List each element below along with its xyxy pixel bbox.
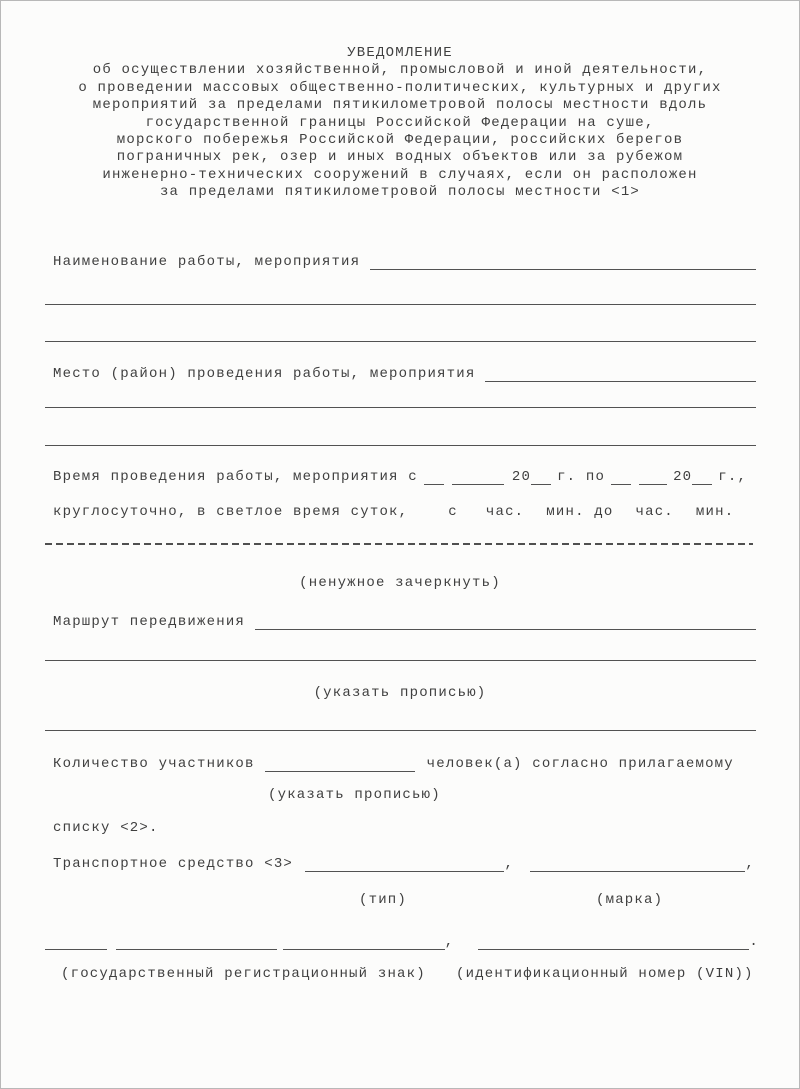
- time-hours2: час.: [635, 504, 674, 520]
- time-mins2: мин.: [695, 504, 735, 520]
- route-blank-line: [45, 730, 756, 731]
- strike-divider: [45, 543, 753, 545]
- form-title: УВЕДОМЛЕНИЕ: [347, 45, 453, 61]
- vehicle-comma: ,: [504, 856, 515, 872]
- form-subtitle-line: мероприятий за пределами пятикилометровой полосы местности вдоль: [92, 97, 708, 114]
- route-blank-line: [45, 660, 756, 661]
- time-day2-blank: [611, 471, 631, 485]
- time-mode-row: [53, 501, 789, 520]
- place-row: [53, 363, 756, 382]
- vehicle-period: .: [749, 934, 760, 950]
- work-name-label: Наименование работы, мероприятия: [53, 254, 361, 270]
- work-name-blank: [370, 256, 756, 270]
- time-year1-prefix: 20: [511, 469, 532, 485]
- participants-label: Количество участников: [53, 756, 255, 772]
- time-hours1: час.: [485, 504, 525, 520]
- time-day1-blank: [424, 471, 444, 485]
- time-year1-blank: [531, 471, 551, 485]
- time-month2-blank: [639, 471, 667, 485]
- time-row: [53, 466, 789, 485]
- time-year2-prefix: 20: [673, 469, 693, 485]
- strike-note: (ненужное зачеркнуть): [299, 575, 501, 591]
- form-subtitle-line: морского побережья Российской Федерации, российских берегов: [116, 132, 684, 149]
- vehicle-reg-caption: (государственный регистрационный знак): [61, 966, 426, 982]
- time-month1-blank: [452, 471, 504, 485]
- vehicle-vin-blank: [478, 936, 749, 950]
- time-mins1: мин. до: [546, 504, 614, 520]
- time-year2-blank: [692, 471, 712, 485]
- form-subtitle-line: государственной границы Российской Федерации на суше,: [145, 114, 655, 131]
- vehicle-brand-caption: (марка): [596, 892, 664, 908]
- work-name-row: [53, 251, 756, 270]
- participants-suffix: человек(а) согласно прилагаемому: [426, 756, 734, 772]
- vehicle-comma: ,: [745, 856, 755, 872]
- vehicle-label: Транспортное средство <3>: [53, 856, 294, 872]
- vehicle-row: [53, 853, 755, 872]
- participants-count-blank: [265, 758, 415, 772]
- form-title-block: [21, 45, 779, 202]
- vehicle-comma: ,: [444, 934, 455, 950]
- time-year1-suffix: г. по: [557, 469, 606, 485]
- participants-words-note: (указать прописью): [268, 787, 441, 803]
- place-label: Место (район) проведения работы, мероприятия: [53, 366, 476, 382]
- route-blank: [255, 616, 756, 630]
- form-subtitle-line: о проведении массовых общественно-политических, культурных и других: [78, 79, 722, 96]
- vehicle-brand-blank: [530, 858, 745, 872]
- participants-row: [53, 753, 756, 772]
- place-blank-line: [45, 445, 756, 446]
- form-subtitle-line: об осуществлении хозяйственной, промысловой и иной деятельности,: [92, 62, 708, 79]
- form-subtitle-line: за пределами пятикилометровой полосы местности <1>: [159, 184, 641, 201]
- route-words-note: (указать прописью): [313, 685, 487, 701]
- route-row: [53, 611, 756, 630]
- vehicle-reg-vin-row: [45, 931, 759, 950]
- participants-list-text: списку <2>.: [53, 820, 159, 836]
- vehicle-reg-blank: [283, 936, 444, 950]
- vehicle-reg-blank: [45, 936, 107, 950]
- time-year2-suffix: г.,: [718, 469, 748, 485]
- time-from-word: с: [448, 504, 458, 520]
- form-subtitle-line: пограничных рек, озер и иных водных объектов или за рубежом: [116, 149, 684, 166]
- place-blank-line: [45, 407, 756, 408]
- route-label: Маршрут передвижения: [53, 614, 246, 630]
- vehicle-vin-caption: (идентификационный номер (VIN)): [456, 966, 754, 982]
- form-subtitle-line: инженерно-технических сооружений в случаях, если он расположен: [102, 166, 698, 183]
- vehicle-type-blank: [305, 858, 504, 872]
- vehicle-type-caption: (тип): [359, 892, 408, 908]
- vehicle-reg-blank: [116, 936, 277, 950]
- work-name-blank-line: [45, 341, 756, 342]
- place-blank: [485, 368, 756, 382]
- work-name-blank-line: [45, 304, 756, 305]
- time-label: Время проведения работы, мероприятия с: [53, 469, 418, 485]
- time-mode-text: круглосуточно, в светлое время суток,: [53, 504, 409, 520]
